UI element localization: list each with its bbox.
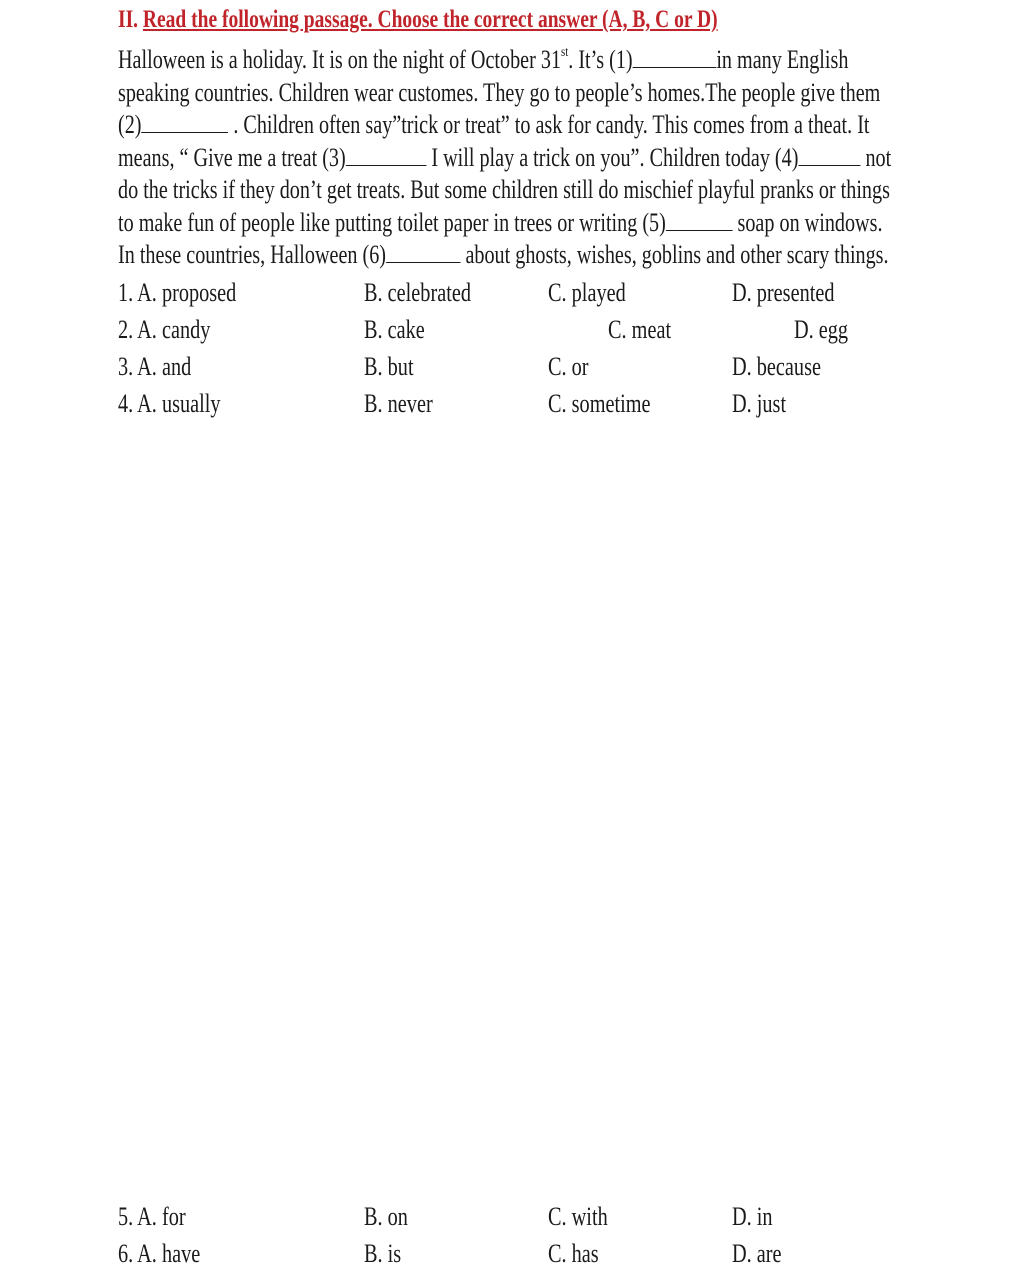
section-heading bbox=[118, 6, 718, 34]
question-row-6 bbox=[118, 1239, 918, 1273]
option-d: D. are bbox=[732, 1239, 782, 1268]
option-d: D. because bbox=[732, 352, 821, 381]
reading-passage bbox=[118, 44, 909, 272]
option-a: 3. A. and bbox=[118, 352, 192, 381]
passage-text: soap on windows. bbox=[732, 207, 883, 237]
blank-6 bbox=[386, 242, 460, 263]
option-d: D. presented bbox=[732, 278, 835, 307]
passage-line bbox=[118, 44, 909, 77]
option-b: B. is bbox=[364, 1239, 402, 1268]
passage-text: to make fun of people like putting toilet paper in trees or writing (5) bbox=[118, 207, 666, 237]
passage-text: . Children often say”trick or treat” to ask for candy. This comes from a theat. It bbox=[228, 110, 870, 139]
option-d: D. in bbox=[732, 1202, 773, 1231]
question-row-2 bbox=[118, 315, 918, 349]
blank-5 bbox=[666, 210, 733, 231]
passage-line bbox=[118, 174, 909, 207]
blank-3 bbox=[346, 145, 427, 166]
passage-line bbox=[118, 77, 909, 110]
option-c: C. meat bbox=[608, 315, 672, 344]
option-c: C. sometime bbox=[548, 389, 651, 418]
passage-text: about ghosts, wishes, goblins and other scary things. bbox=[460, 240, 889, 269]
passage-text: speaking countries. Children wear customes. They go to people’s homes.The people give them bbox=[118, 77, 881, 107]
question-row-3 bbox=[118, 352, 918, 386]
passage-text: do the tricks if they don’t get treats. But some children still do mischief playful pranks or things bbox=[118, 175, 890, 204]
option-b: B. but bbox=[364, 352, 414, 381]
section-numeral: II. bbox=[118, 6, 143, 33]
blank-4 bbox=[798, 145, 860, 166]
passage-line bbox=[118, 142, 909, 175]
option-d: D. egg bbox=[794, 315, 849, 344]
passage-text: Halloween is a holiday. It is on the night of October 31 bbox=[118, 45, 562, 74]
option-b: B. on bbox=[364, 1202, 408, 1231]
question-row-4 bbox=[118, 389, 918, 423]
passage-line bbox=[118, 239, 909, 272]
option-a: 4. A. usually bbox=[118, 389, 221, 418]
passage-text: (2) bbox=[118, 110, 142, 139]
passage-line bbox=[118, 207, 909, 240]
option-c: C. played bbox=[548, 278, 626, 307]
option-c: C. with bbox=[548, 1202, 608, 1231]
option-a: 1. A. proposed bbox=[118, 278, 237, 307]
passage-text: . It’s (1) bbox=[568, 45, 633, 74]
option-b: B. cake bbox=[364, 315, 425, 344]
blank-1 bbox=[633, 47, 717, 68]
passage-text: in many English bbox=[716, 45, 849, 74]
option-c: C. has bbox=[548, 1239, 599, 1268]
question-row-5 bbox=[118, 1202, 918, 1236]
section-instruction: Read the following passage. Choose the correct answer (A, B, C or D) bbox=[142, 6, 718, 33]
option-b: B. celebrated bbox=[364, 278, 471, 307]
passage-text: I will play a trick on you”. Children today (4) bbox=[426, 142, 799, 172]
option-a: 2. A. candy bbox=[118, 315, 211, 344]
option-b: B. never bbox=[364, 389, 433, 418]
blank-2 bbox=[142, 112, 229, 133]
option-c: C. or bbox=[548, 352, 589, 381]
passage-line bbox=[118, 109, 909, 142]
option-d: D. just bbox=[732, 389, 787, 418]
option-a: 5. A. for bbox=[118, 1202, 186, 1231]
passage-text: In these countries, Halloween (6) bbox=[118, 240, 387, 269]
option-a: 6. A. have bbox=[118, 1239, 201, 1268]
passage-text: not bbox=[860, 142, 892, 172]
ordinal-superscript: st bbox=[561, 45, 569, 60]
passage-text: means, “ Give me a treat (3) bbox=[118, 142, 346, 172]
question-row-1 bbox=[118, 278, 918, 312]
